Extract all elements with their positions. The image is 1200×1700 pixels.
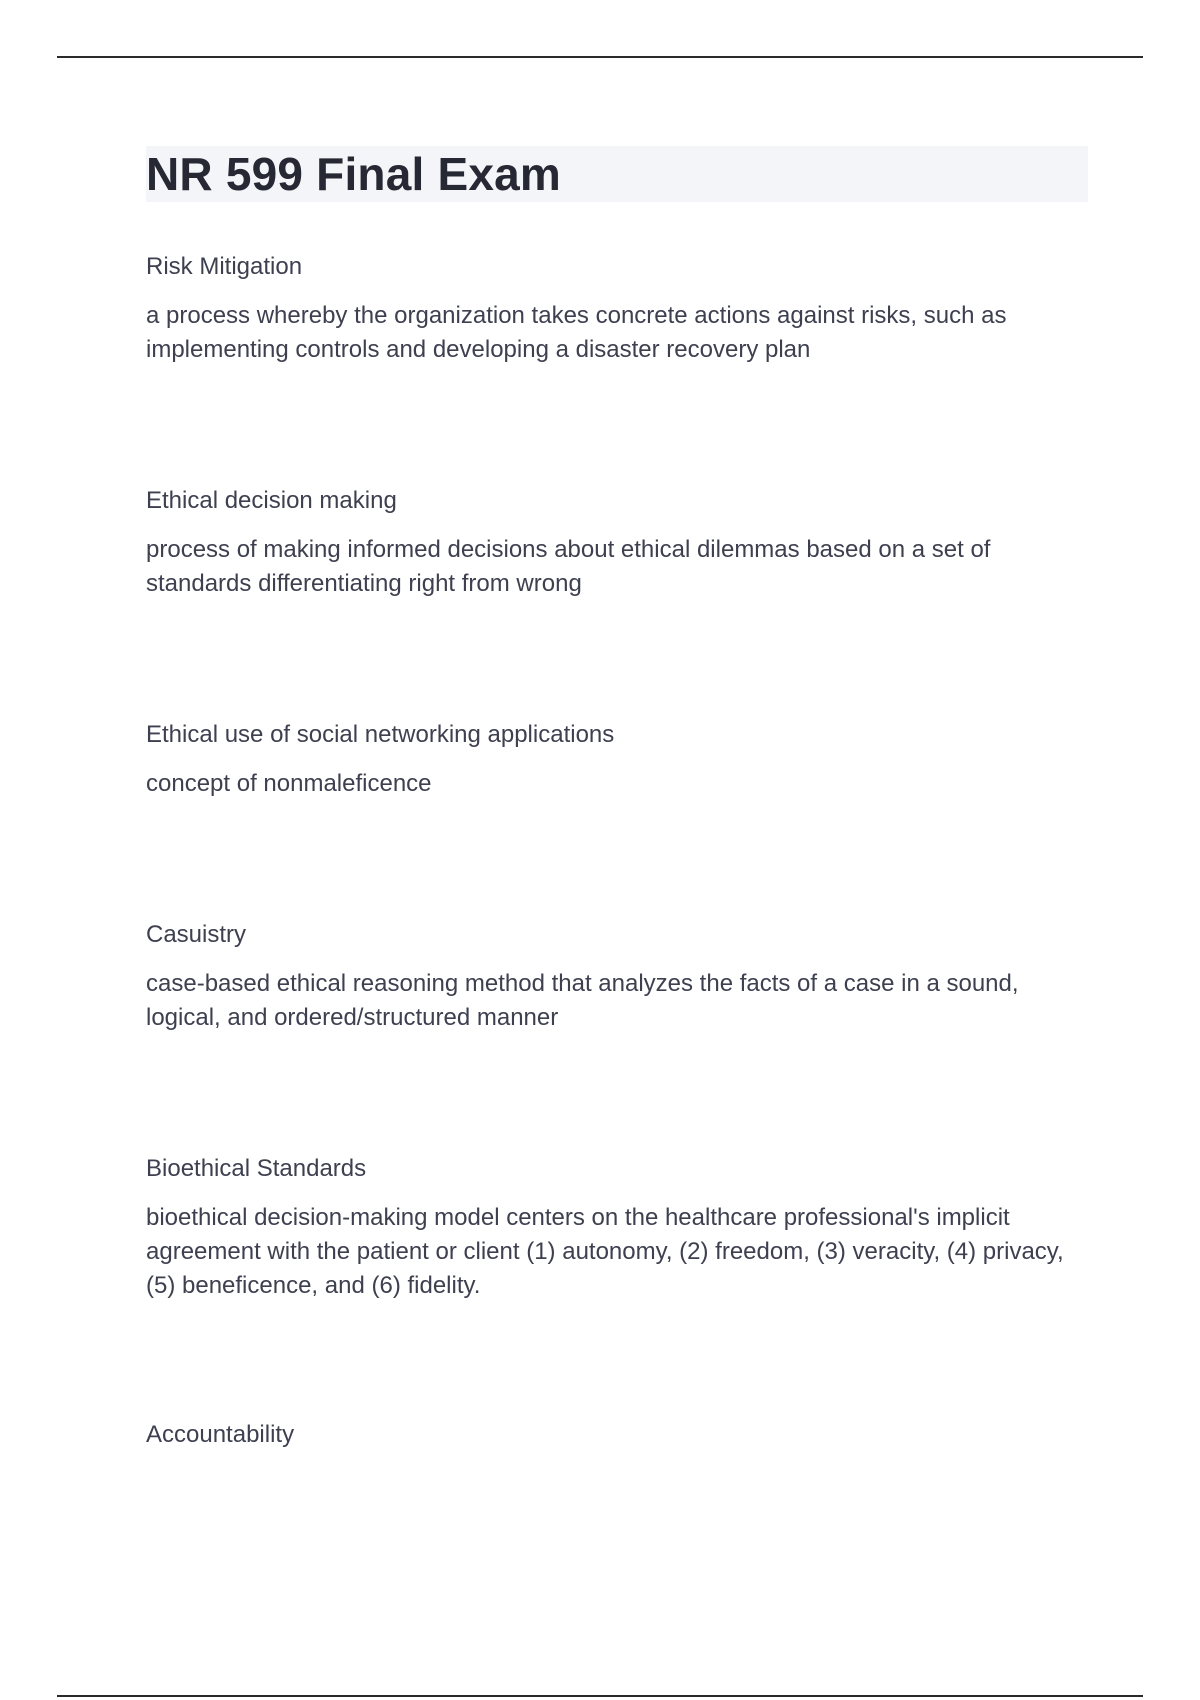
definition-text: process of making informed decisions about ethical dilemmas based on a set of standards differentiating right from wrong	[146, 536, 991, 597]
term-label: Accountability	[146, 1421, 295, 1448]
flashcard-entry	[146, 920, 1096, 1035]
flashcard-entry	[146, 720, 1096, 801]
flashcard-entry	[146, 252, 1096, 367]
term-label: Casuistry	[146, 921, 247, 948]
definition-text: a process whereby the organization takes concrete actions against risks, such as implementing controls and developing a disaster recovery plan	[146, 302, 1007, 363]
term-label: Risk Mitigation	[146, 253, 303, 280]
page-title: NR 599 Final Exam	[146, 148, 562, 200]
definition-text: concept of nonmaleficence	[146, 770, 432, 797]
flashcard-entry	[146, 1420, 1096, 1450]
definition-text: bioethical decision-making model centers on the healthcare professional's implicit agreement with the patient or client (1) autonomy, (2) freedom, (3) veracity, (4) privacy, (5) beneficence, and (6) fidelity.	[146, 1204, 1064, 1299]
bottom-divider	[57, 1695, 1143, 1697]
term-label: Ethical use of social networking applications	[146, 721, 615, 748]
term-label: Bioethical Standards	[146, 1155, 367, 1182]
flashcard-entry	[146, 1154, 1096, 1303]
term-label: Ethical decision making	[146, 487, 397, 514]
flashcard-entry	[146, 486, 1096, 601]
top-divider	[57, 56, 1143, 58]
definition-text: case-based ethical reasoning method that analyzes the facts of a case in a sound, logical, and ordered/structured manner	[146, 970, 1019, 1031]
